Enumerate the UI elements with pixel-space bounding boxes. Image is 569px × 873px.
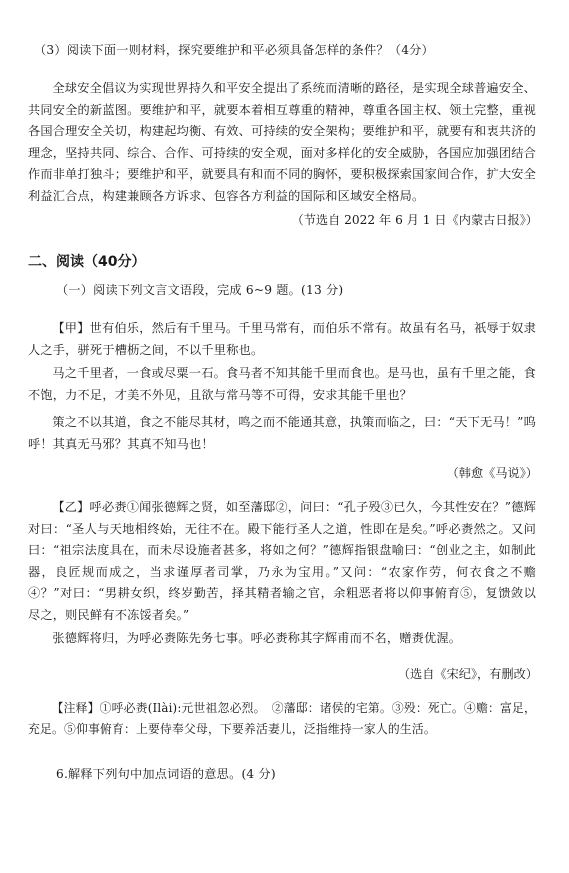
- question-6: 6.解释下列句中加点词语的意思。(4 分): [56, 767, 276, 781]
- section-title: 二、阅读（40分）: [28, 254, 146, 270]
- passage-jia-paragraph-2: 马之千里者，一食或尽粟一石。食马者不知其能千里而食也。是马也，虽有千里之能，食不饱，力不足，才美不外见，且欲与常马等不可得，安求其能千里也？: [28, 366, 536, 402]
- reading-material: 全球安全倡议为实现世界持久和平安全提出了系统而清晰的路径，是实现全球普遍安全、共同安全的新蓝图。要维护和平，就要本着相互尊重的精神，尊重各国主权、领土完整，重视各国合理安全关切，构建起均衡、有效、可持续的安全架构；要维护和平，就要有和衷共济的理念，坚持共同、综合、合作、可持续的安全观，面对多样化的安全威胁，各国应加强团结合作而非单打独斗；要维护和平，就要具有和而不同的胸怀，要积极探索国家间合作，扩大安全利益汇合点，构建兼顾各方诉求、包容各方利益的国际和区域安全格局。: [28, 81, 536, 203]
- annotations: 【注释】①呼必赉(Ilài):元世祖忽必烈。 ②藩邸：诸侯的宅第。③殁：死亡。④赡：富足，充足。⑤仰事俯育：上要侍奉父母，下要养活妻儿，泛指维持一家人的生活。: [28, 701, 536, 736]
- passage-jia-paragraph-3: 策之不以其道，食之不能尽其材，鸣之而不能通其意，执策而临之，曰：“天下无马！”呜呼！其真无马邪？其真不知马也！: [28, 415, 536, 451]
- part1-intro: （一）阅读下列文言文语段，完成 6~9 题。(13 分): [56, 283, 344, 297]
- passage-yi-paragraph-1: 【乙】呼必赉①闻张德辉之贤，如至藩邸②，问曰：“孔子殁③已久，今其性安在？”德辉对曰：“圣人与天地相终始，无往不在。殿下能行圣人之道，性即在是矣。”呼必赉然之。又问曰：“祖宗法度具在，而未尽设施者甚多，将如之何？”德辉指银盘喻曰：“创业之主，如制此器，良匠规而成之，当求谨厚者司掌，乃永为宝用。”又问：“农家作劳，何衣食之不赡④？”对曰：“男耕女织，终岁勤苦，择其精者输之官，余粗恶者将以仰事俯育⑤，复馈敛以尽之，则民鲜有不冻馁者矣。”: [28, 500, 536, 622]
- passage-yi-paragraph-2: 张德辉将归，为呼必赉陈先务七事。呼必赉称其字辉甫而不名，赠赉优渥。: [52, 631, 462, 645]
- question-3: （3）阅读下面一则材料，探究要维护和平必须具备怎样的条件？（4分）: [34, 43, 434, 57]
- passage-jia-paragraph-1: 【甲】世有伯乐，然后有千里马。千里马常有，而伯乐不常有。故虽有名马，祇辱于奴隶人之手，骈死于槽枥之间，不以千里称也。: [28, 321, 536, 357]
- passage-jia-source: （韩愈《马说》）: [446, 466, 538, 480]
- passage-yi-source: （选自《宋纪》，有删改）: [397, 667, 538, 681]
- material-source: （节选自 2022 年 6 月 1 日《内蒙古日报》）: [291, 213, 538, 227]
